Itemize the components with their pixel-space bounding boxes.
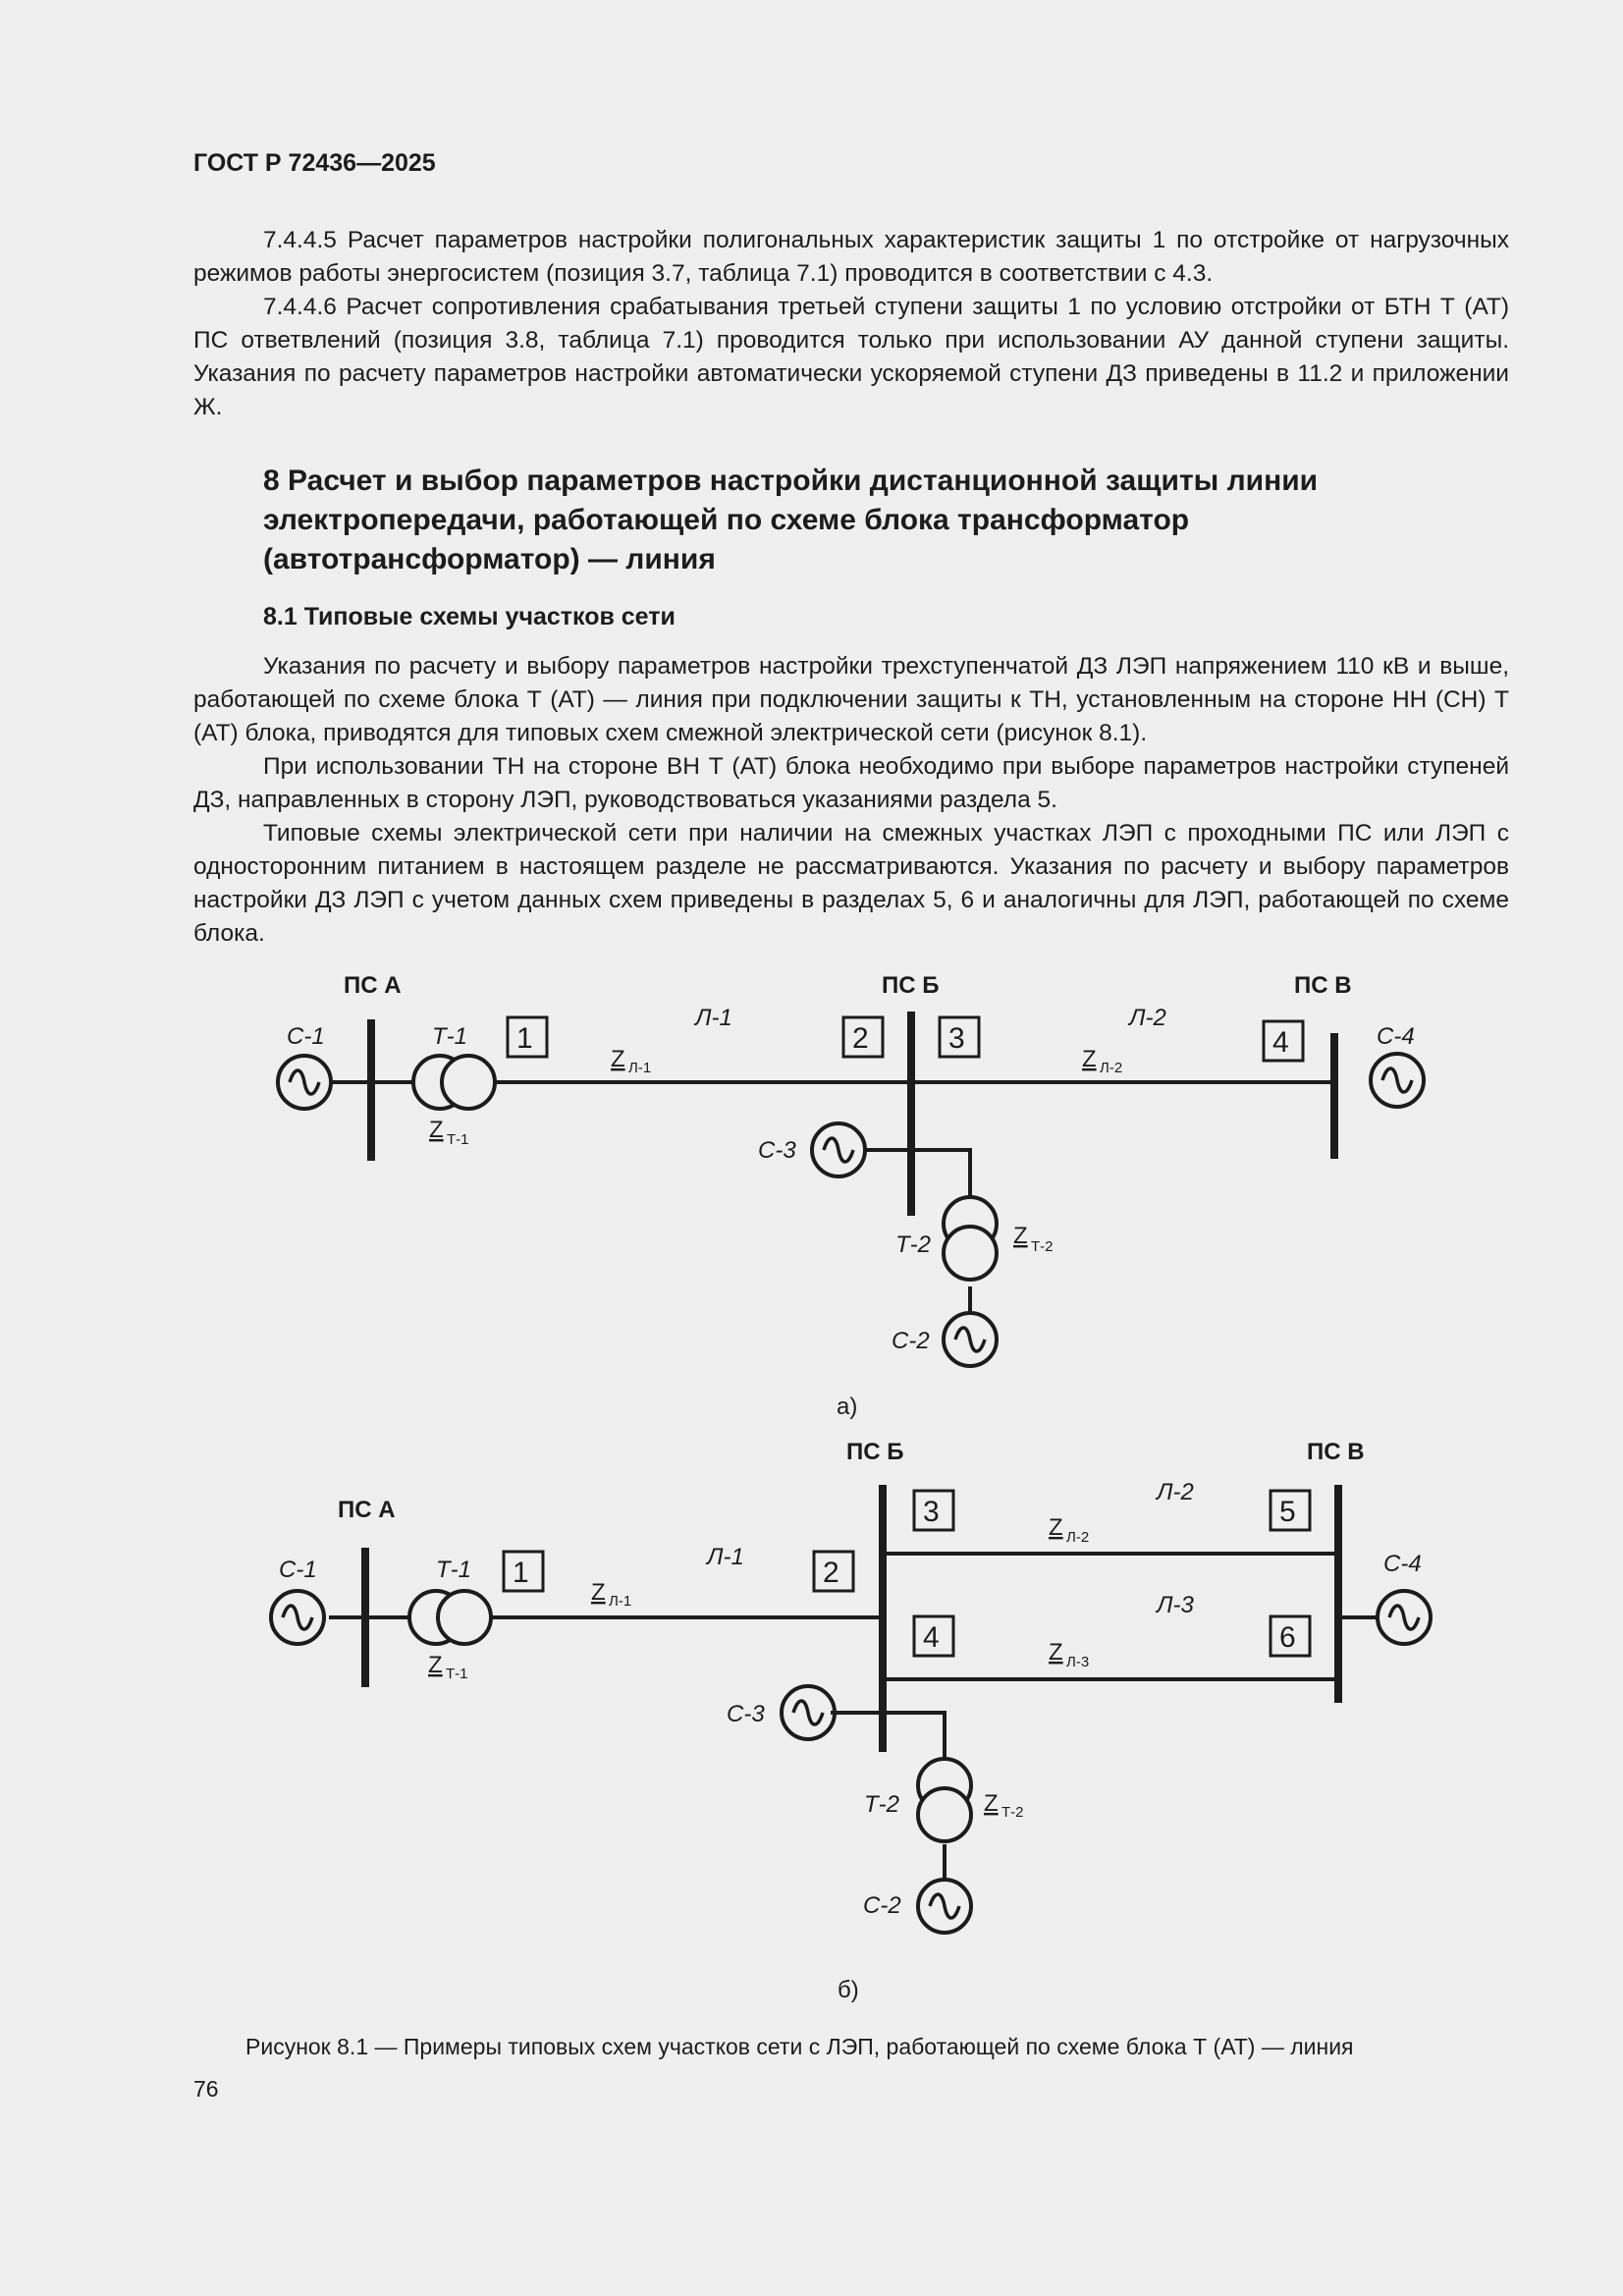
label-c1: С-1 bbox=[287, 1023, 325, 1050]
impedance-z-t2-b-sub: Т-2 bbox=[1001, 1804, 1024, 1821]
protection-label-2: 2 bbox=[852, 1022, 869, 1055]
label-ps-b: ПС Б bbox=[882, 972, 940, 999]
impedance-z-l1: Z bbox=[611, 1046, 625, 1072]
diagram-a bbox=[332, 1011, 1335, 1314]
impedance-z-l1-sub: Л-1 bbox=[628, 1060, 652, 1076]
diagram-b-label: б) bbox=[838, 1977, 859, 2003]
protection-label-1: 1 bbox=[516, 1022, 533, 1055]
label-c3-b: С-3 bbox=[727, 1701, 765, 1727]
source-c4-icon bbox=[1371, 1054, 1424, 1107]
impedance-z-l2-b: Z bbox=[1049, 1514, 1063, 1541]
diagram-b-labels bbox=[279, 1439, 1422, 2003]
transformer-t2-b-winding-2 bbox=[918, 1788, 971, 1841]
label-ps-v: ПС В bbox=[1294, 972, 1352, 999]
impedance-z-t1-b-sub: Т-1 bbox=[446, 1666, 468, 1682]
impedance-z-t1: Z bbox=[429, 1117, 444, 1143]
protection-label-b-1: 1 bbox=[513, 1557, 529, 1589]
figure-caption: Рисунок 8.1 — Примеры типовых схем участков сети с ЛЭП, работающей по схеме блока Т (АТ) — линия bbox=[245, 2034, 1354, 2059]
transformer-t1-winding-2 bbox=[442, 1056, 495, 1109]
label-ps-a: ПС А bbox=[344, 972, 402, 999]
label-c3: С-3 bbox=[758, 1137, 796, 1164]
label-c2: С-2 bbox=[892, 1328, 930, 1354]
label-line-l1: Л-1 bbox=[695, 1005, 732, 1031]
protection-label-b-5: 5 bbox=[1279, 1496, 1296, 1528]
impedance-z-l1-b-sub: Л-1 bbox=[609, 1593, 632, 1610]
source-c1-b-icon bbox=[271, 1591, 324, 1644]
label-line-l2-b: Л-2 bbox=[1157, 1479, 1194, 1505]
paragraph-other-schemes: Типовые схемы электрической сети при наличии на смежных участках ЛЭП с проходными ПС или ЛЭП с односторонним питанием в настоящем разделе не рассматриваются. Указания по расчету и выбору параметров настройки ДЗ ЛЭП с учетом данных схем приведены в разделах 5, 6 и аналогичны для ЛЭП, работающей по схеме блока. bbox=[193, 820, 1509, 947]
impedance-z-t2: Z bbox=[1013, 1223, 1028, 1249]
impedance-z-t2-b: Z bbox=[984, 1790, 999, 1817]
label-c4: С-4 bbox=[1377, 1023, 1415, 1050]
protection-label-b-4: 4 bbox=[923, 1621, 940, 1654]
subsection-heading: 8.1 Типовые схемы участков сети bbox=[263, 603, 676, 630]
protection-label-b-2: 2 bbox=[823, 1557, 839, 1589]
paragraph-7-4-4-6: 7.4.4.6 Расчет сопротивления срабатывания третьей ступени защиты 1 по условию отстройки от БТН Т (АТ) ПС ответвлений (позиция 3.8, таблица 7.1) проводится только при использовании АУ данной ступени защиты. Указания по расчету параметров настройки автоматически ускоряемой ступени ДЗ приведены в 11.2 и приложении Ж. bbox=[193, 294, 1509, 420]
tap-line-a bbox=[911, 1150, 970, 1204]
protection-label-3: 3 bbox=[948, 1022, 965, 1055]
impedance-z-l3-b: Z bbox=[1049, 1639, 1063, 1666]
label-line-l3-b: Л-3 bbox=[1157, 1592, 1194, 1618]
source-c2-icon bbox=[944, 1313, 997, 1366]
label-t1-b: Т-1 bbox=[436, 1557, 471, 1583]
impedance-z-l3-b-sub: Л-3 bbox=[1066, 1654, 1090, 1670]
label-t1: Т-1 bbox=[432, 1023, 467, 1050]
diagram-a-label: а) bbox=[837, 1394, 858, 1420]
protection-label-b-6: 6 bbox=[1279, 1621, 1296, 1654]
label-c4-b: С-4 bbox=[1383, 1551, 1422, 1577]
label-c1-b: С-1 bbox=[279, 1557, 317, 1583]
label-c2-b: С-2 bbox=[863, 1892, 901, 1919]
source-c3-b-icon bbox=[782, 1686, 835, 1739]
label-line-l2: Л-2 bbox=[1129, 1005, 1166, 1031]
protection-label-4: 4 bbox=[1272, 1026, 1289, 1059]
document-header: ГОСТ Р 72436—2025 bbox=[193, 149, 436, 177]
transformer-t2-winding-2 bbox=[944, 1227, 997, 1280]
protection-label-b-3: 3 bbox=[923, 1496, 940, 1528]
label-ps-b-b: ПС Б bbox=[846, 1439, 904, 1465]
impedance-z-l2: Z bbox=[1082, 1046, 1097, 1072]
label-t2: Т-2 bbox=[895, 1231, 931, 1258]
label-ps-a-b: ПС А bbox=[338, 1497, 396, 1523]
transformer-t1-b-winding-2 bbox=[438, 1591, 491, 1644]
impedance-z-t1-sub: Т-1 bbox=[447, 1131, 469, 1148]
label-line-l1-b: Л-1 bbox=[707, 1544, 744, 1570]
source-c4-b-icon bbox=[1378, 1591, 1431, 1644]
diagram-b bbox=[329, 1485, 1378, 1880]
impedance-z-t1-b: Z bbox=[428, 1652, 443, 1678]
impedance-z-l2-sub: Л-2 bbox=[1100, 1060, 1123, 1076]
impedance-z-l2-b-sub: Л-2 bbox=[1066, 1529, 1090, 1546]
label-ps-v-b: ПС В bbox=[1307, 1439, 1365, 1465]
label-t2-b: Т-2 bbox=[864, 1791, 899, 1818]
impedance-z-l1-b: Z bbox=[591, 1579, 606, 1606]
source-c3-icon bbox=[812, 1123, 865, 1176]
source-c2-b-icon bbox=[918, 1880, 971, 1933]
source-c1-icon bbox=[278, 1056, 331, 1109]
impedance-z-t2-sub: Т-2 bbox=[1031, 1238, 1054, 1255]
paragraph-vn: При использовании ТН на стороне ВН Т (АТ) блока необходимо при выборе параметров настройки ступеней ДЗ, направленных в сторону ЛЭП, руководствоваться указаниями раздела 5. bbox=[193, 753, 1509, 813]
paragraph-intro: Указания по расчету и выбору параметров настройки трехступенчатой ДЗ ЛЭП напряжением 110 кВ и выше, работающей по схеме блока Т (АТ) — линия при подключении защиты к ТН, установленным на стороне НН (СН) Т (АТ) блока, приводятся для типовых схем смежной электрической сети (рисунок 8.1). bbox=[193, 653, 1509, 746]
paragraph-7-4-4-5: 7.4.4.5 Расчет параметров настройки полигональных характеристик защиты 1 по отстройке от нагрузочных режимов работы энергосистем (позиция 3.7, таблица 7.1) проводится в соответствии с 4.3. bbox=[193, 227, 1509, 287]
page-number: 76 bbox=[193, 2076, 219, 2102]
section-heading: 8 Расчет и выбор параметров настройки дистанционной защиты линии электропередачи, работающей по схеме блока трансформатор (автотрансформатор) — линия bbox=[263, 465, 1319, 575]
